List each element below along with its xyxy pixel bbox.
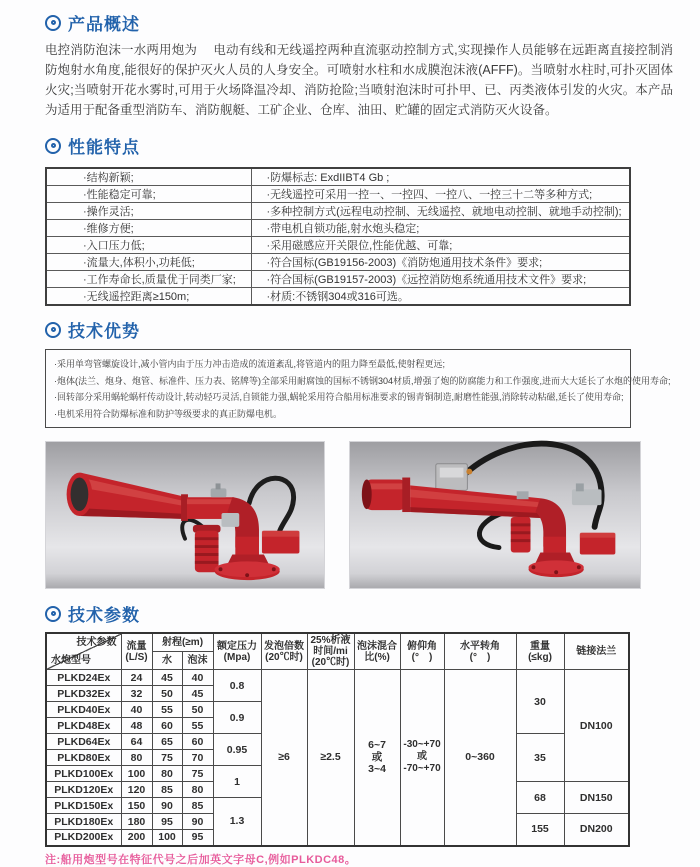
pitch-angle-cell: -30~+70 或 -70~+70 — [400, 670, 444, 846]
advantages-box — [45, 349, 671, 428]
features-table — [45, 167, 631, 306]
feature-cell: ·无线遥控距离≥150m; — [46, 288, 251, 306]
model-cell: PLKD120Ex — [46, 782, 121, 798]
corner-bottom-label: 水炮型号 — [51, 655, 91, 666]
double-circle-icon — [45, 606, 61, 622]
feature-cell: ·操作灵活; — [46, 203, 251, 220]
section-heading-features — [45, 133, 700, 158]
range-water-cell: 95 — [152, 814, 182, 830]
model-cell: PLKD64Ex — [46, 734, 121, 750]
flange-cell: DN150 — [564, 782, 629, 814]
model-cell: PLKD180Ex — [46, 814, 121, 830]
col-header-flow: 流量 (L/S) — [121, 633, 152, 670]
table-header-row — [46, 633, 629, 652]
range-foam-cell: 50 — [182, 702, 213, 718]
flow-cell: 80 — [121, 750, 152, 766]
range-water-cell: 85 — [152, 782, 182, 798]
corner-top-label: 技术参数 — [76, 637, 117, 648]
feature-cell: ·性能稳定可靠; — [46, 186, 251, 203]
range-water-cell: 80 — [152, 766, 182, 782]
pressure-cell: 1.3 — [213, 798, 261, 846]
feature-cell: ·符合国标(GB19157-2003)《远控消防炮系统通用技术文件》要求; — [251, 271, 630, 288]
fire-monitor-photo-left — [45, 441, 325, 589]
pressure-cell: 1 — [213, 766, 261, 798]
fire-monitor-illustration — [350, 442, 640, 588]
range-water-cell: 90 — [152, 798, 182, 814]
advantage-item: ·电机采用符合防爆标准和防护等级要求的真正防爆电机。 — [54, 408, 282, 419]
model-cell: PLKD200Ex — [46, 830, 121, 846]
footnote: 注:船用炮型号在特征代号之后加英文字母C,例如PLKDC48。 — [45, 853, 357, 866]
double-circle-icon — [45, 15, 61, 31]
feature-cell: ·多种控制方式(远程电动控制、无线遥控、就地电动控制、就地手动控制); — [251, 203, 630, 220]
model-cell: PLKD40Ex — [46, 702, 121, 718]
drain-time-cell: ≥2.5 — [307, 670, 354, 846]
table-row — [46, 254, 630, 271]
table-row — [46, 220, 630, 237]
model-cell: PLKD24Ex — [46, 670, 121, 686]
col-header-pitch-angle: 俯仰角 (° ) — [400, 633, 444, 670]
pressure-cell: 0.95 — [213, 734, 261, 766]
flow-cell: 180 — [121, 814, 152, 830]
flange-cell: DN100 — [564, 670, 629, 782]
feature-cell: ·结构新颖; — [46, 168, 251, 186]
flow-cell: 150 — [121, 798, 152, 814]
range-foam-cell: 40 — [182, 670, 213, 686]
col-header-range: 射程(≥m) — [152, 633, 213, 652]
range-foam-cell: 95 — [182, 830, 213, 846]
section-heading-overview — [45, 10, 700, 35]
range-foam-cell: 60 — [182, 734, 213, 750]
feature-cell: ·采用磁感应开关限位,性能优越、可靠; — [251, 237, 630, 254]
range-water-cell: 75 — [152, 750, 182, 766]
double-circle-icon — [45, 138, 61, 154]
section-title: 技术优势 — [68, 322, 140, 341]
table-row — [46, 203, 630, 220]
table-row — [46, 168, 630, 186]
range-foam-cell: 90 — [182, 814, 213, 830]
range-foam-cell: 80 — [182, 782, 213, 798]
range-foam-cell: 55 — [182, 718, 213, 734]
subcol-header-foam: 泡沫 — [182, 652, 213, 670]
range-foam-cell: 45 — [182, 686, 213, 702]
weight-cell: 30 — [516, 670, 564, 734]
fire-monitor-illustration — [46, 442, 324, 588]
table-row — [46, 271, 630, 288]
pressure-cell: 0.9 — [213, 702, 261, 734]
table-row — [46, 670, 629, 686]
mix-ratio-cell: 6~7 或 3~4 — [354, 670, 400, 846]
pressure-cell: 0.8 — [213, 670, 261, 702]
range-water-cell: 45 — [152, 670, 182, 686]
table-row — [46, 288, 630, 306]
section-title: 性能特点 — [68, 138, 140, 157]
col-header-foaming: 发泡倍数 (20℃时) — [261, 633, 307, 670]
params-table — [45, 632, 630, 847]
range-foam-cell: 70 — [182, 750, 213, 766]
feature-cell: ·防爆标志: ExdIIBT4 Gb ; — [251, 168, 630, 186]
rotation-angle-cell: 0~360 — [444, 670, 516, 846]
weight-cell: 35 — [516, 734, 564, 782]
range-water-cell: 65 — [152, 734, 182, 750]
flow-cell: 64 — [121, 734, 152, 750]
col-header-flange: 链接法兰 — [564, 633, 629, 670]
range-water-cell: 100 — [152, 830, 182, 846]
range-water-cell: 55 — [152, 702, 182, 718]
feature-cell: ·入口压力低; — [46, 237, 251, 254]
range-foam-cell: 85 — [182, 798, 213, 814]
col-header-rotation-angle: 水平转角 (° ) — [444, 633, 516, 670]
flow-cell: 200 — [121, 830, 152, 846]
feature-cell: ·工作寿命长,质量优于同类厂家; — [46, 271, 251, 288]
weight-cell: 155 — [516, 814, 564, 846]
model-cell: PLKD32Ex — [46, 686, 121, 702]
range-water-cell: 50 — [152, 686, 182, 702]
advantage-item: ·采用单弯管螺旋设计,减小管内由于压力冲击造成的流道紊乱,将管道内的阻力降至最低,使射程更远; — [54, 359, 446, 369]
product-photos-row — [45, 441, 645, 589]
weight-cell: 68 — [516, 782, 564, 814]
model-cell: PLKD150Ex — [46, 798, 121, 814]
flow-cell: 120 — [121, 782, 152, 798]
section-title: 技术参数 — [68, 606, 140, 625]
flow-cell: 24 — [121, 670, 152, 686]
col-header-mix-ratio: 泡沫混合 比(%) — [354, 633, 400, 670]
fire-monitor-photo-right — [349, 441, 641, 589]
table-row — [46, 237, 630, 254]
feature-cell: ·流量大,体积小,功耗低; — [46, 254, 251, 271]
section-title: 产品概述 — [68, 15, 140, 34]
col-header-drain-time: 25%析液 时间/mi (20℃时) — [307, 633, 354, 670]
feature-cell: ·无线遥控可采用一控一、一控四、一控八、一控三十二等多种方式; — [251, 186, 630, 203]
foaming-cell: ≥6 — [261, 670, 307, 846]
flange-cell: DN200 — [564, 814, 629, 846]
feature-cell: ·材质:不锈钢304或316可选。 — [251, 288, 630, 306]
model-cell: PLKD48Ex — [46, 718, 121, 734]
advantage-item: ·炮体(法兰、炮身、炮管、标准件、压力表、铭牌等)全部采用耐腐蚀的国标不锈钢304材质,增强了炮的防腐能力和工作强度,进而大大延长了水炮的使用寿命; — [54, 375, 671, 386]
flow-cell: 100 — [121, 766, 152, 782]
subcol-header-water: 水 — [152, 652, 182, 670]
feature-cell: ·带电机自锁功能,射水炮头稳定; — [251, 220, 630, 237]
feature-cell: ·符合国标(GB19156-2003)《消防炮通用技术条件》要求; — [251, 254, 630, 271]
feature-cell: ·维修方便; — [46, 220, 251, 237]
flow-cell: 40 — [121, 702, 152, 718]
range-water-cell: 60 — [152, 718, 182, 734]
overview-paragraph: 电控消防泡沫一水两用炮为 电动有线和无线遥控两种直流驱动控制方式,实现操作人员能够在远距离直接控制消防炮射水角度,能很好的保护灭火人员的人身安全。可喷射水柱和水成膜泡沫液(AFFF)。当喷射水柱时,可扑灭固体火灾;当喷射开花水雾时,可用于火场降温冷却、消防抢险;当喷射泡沫时可扑甲、已、丙类液体引发的火灾。本产品为适用于配备重型消防车、消防舰艇、工矿企业、仓库、油田、贮罐的固定式消防灭火设备。 — [45, 43, 673, 117]
col-header-pressure: 额定压力 (Mpa) — [213, 633, 261, 670]
table-row — [46, 186, 630, 203]
range-foam-cell: 75 — [182, 766, 213, 782]
flow-cell: 48 — [121, 718, 152, 734]
double-circle-icon — [45, 322, 61, 338]
col-header-weight: 重量 (≤kg) — [516, 633, 564, 670]
section-heading-advantages — [45, 317, 700, 342]
model-cell: PLKD100Ex — [46, 766, 121, 782]
section-heading-params — [45, 601, 700, 626]
corner-header-cell — [46, 633, 121, 670]
advantage-item: ·回转部分采用蜗轮蜗杆传动设计,转动轻巧灵活,自锁能力强,蜗轮采用符合船用标准要求的锡青铜制造,耐磨性能强,消除转动粘磁,延长了使用寿命; — [54, 392, 624, 402]
flow-cell: 32 — [121, 686, 152, 702]
model-cell: PLKD80Ex — [46, 750, 121, 766]
